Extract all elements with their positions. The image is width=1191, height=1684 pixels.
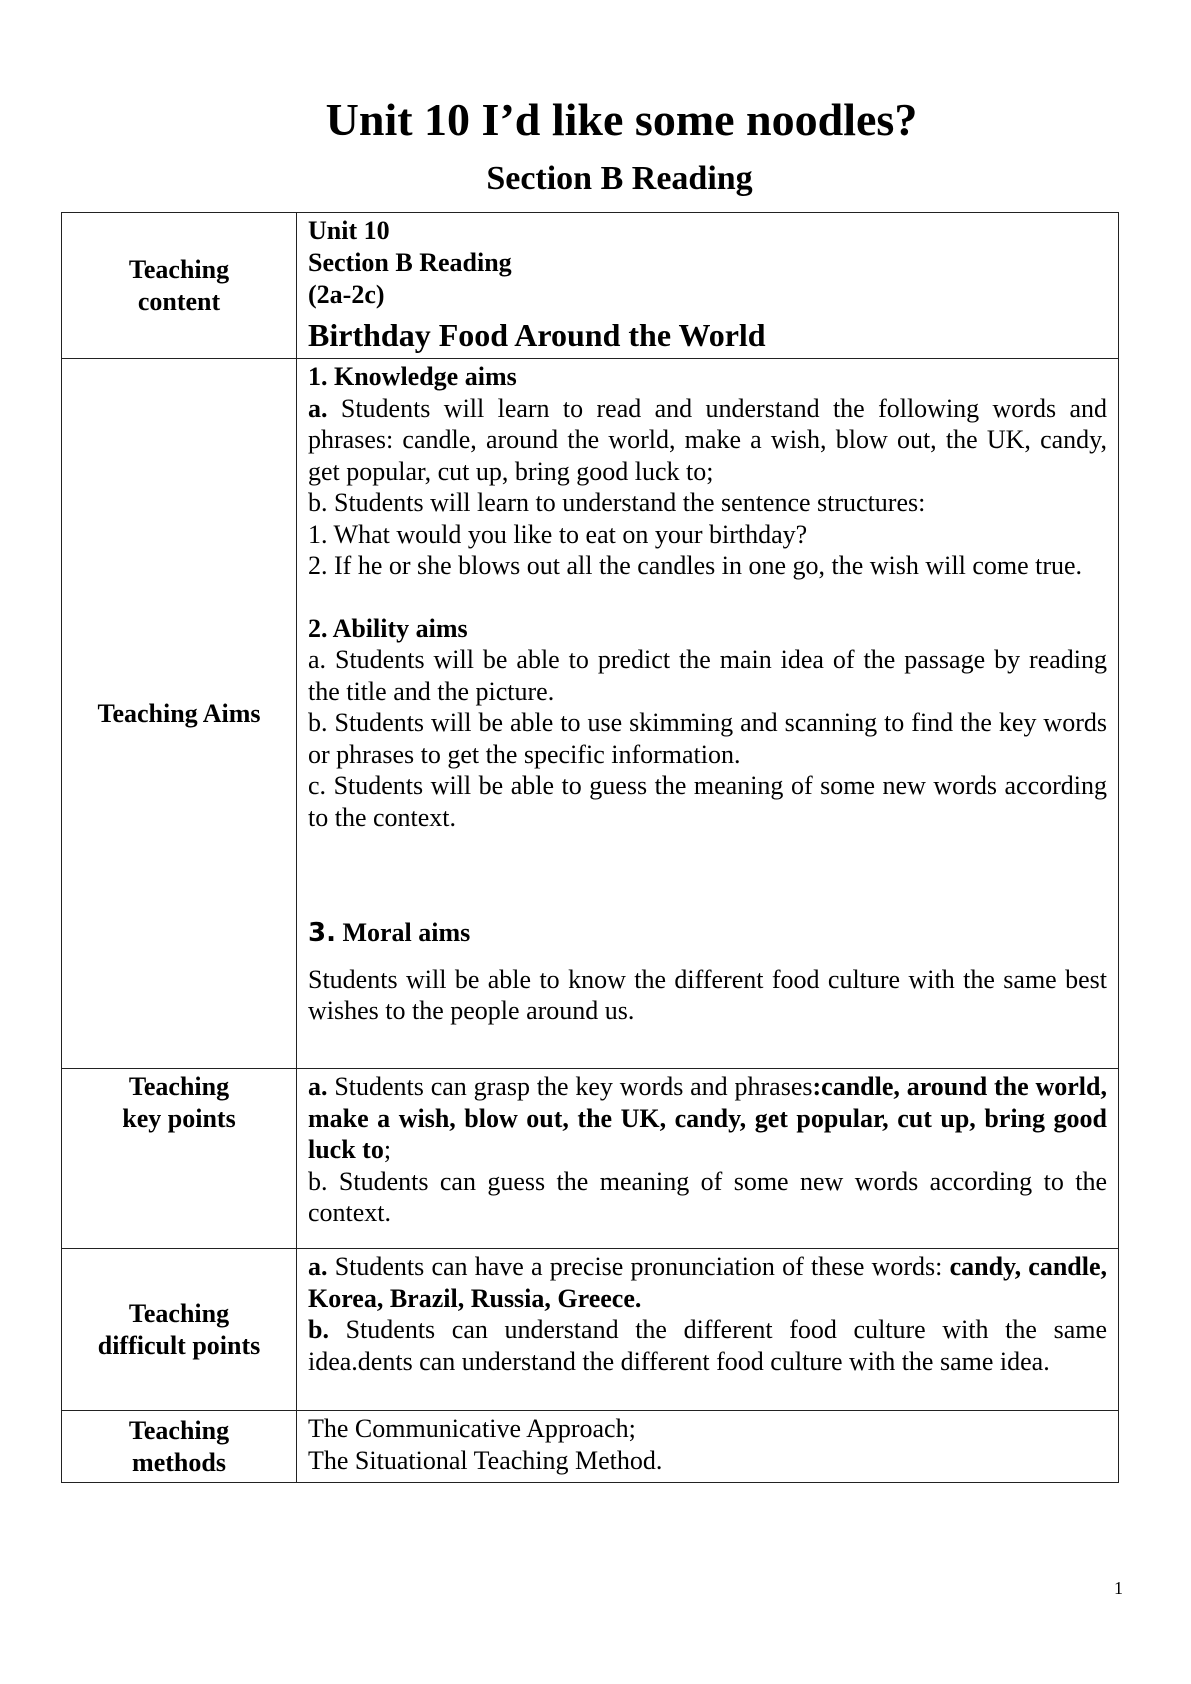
- spacer: [308, 833, 1107, 917]
- spacer: [308, 950, 1107, 964]
- label-key-points: [62, 1069, 297, 1249]
- difficult-point-a-text: Students can have a precise pronunciation of these words:: [327, 1252, 950, 1281]
- key-point-a-text: Students can grasp the key words and phrases: [327, 1072, 813, 1101]
- knowledge-aim-b: b. Students will learn to understand the sentence structures:: [308, 488, 926, 517]
- key-point-a-prefix: a.: [308, 1072, 328, 1101]
- key-point-a-words: :candle, around the world, make a wish, blow out, the UK, candy, get popular, cut up, bring good luck to: [308, 1072, 1107, 1164]
- difficult-point-b-text: Students can understand the different food culture with the same idea.dents can understand the different food culture with the same idea.: [308, 1315, 1107, 1376]
- label-teaching-aims: Teaching Aims: [62, 359, 297, 1069]
- content-range: (2a-2c): [308, 280, 385, 309]
- moral-aims-heading: [308, 917, 1107, 950]
- difficult-point-a-words: candy, candle, Korea, Brazil, Russia, Greece.: [308, 1252, 1108, 1313]
- difficult-point-b: [308, 1314, 1107, 1377]
- knowledge-aims-heading: 1. Knowledge aims: [308, 362, 517, 391]
- moral-aim-text: Students will be able to know the different food culture with the same best wishes to the people around us.: [308, 964, 1107, 1025]
- label-line: Teaching: [128, 1072, 230, 1101]
- label-methods: [62, 1411, 297, 1483]
- key-point-a: [308, 1071, 1107, 1166]
- key-point-b: b. Students can guess the meaning of some new words according to the context.: [308, 1166, 1107, 1227]
- row-methods: [62, 1411, 1119, 1483]
- sentence-structure-1: 1. What would you like to eat on your birthday?: [308, 519, 808, 549]
- difficult-point-b-prefix: b.: [308, 1315, 329, 1344]
- knowledge-aim-a-text: Students will learn to read and understand the following words and phrases: candle, around the world, make a wish, blow out, the UK, candy, get popular, cut up, bring good luck to;: [308, 393, 1107, 486]
- cell-difficult-points: [297, 1249, 1119, 1411]
- label-difficult-points: [62, 1249, 297, 1411]
- content-unit: Unit 10: [308, 216, 390, 245]
- ability-aims-heading: 2. Ability aims: [308, 613, 468, 643]
- label-line: methods: [132, 1447, 226, 1477]
- moral-aims-number: 3.: [308, 918, 336, 948]
- label-teaching-content: [62, 213, 297, 359]
- row-teaching-content: [62, 213, 1119, 359]
- label-line: Teaching: [128, 1299, 230, 1328]
- lesson-plan-table: [61, 212, 1119, 1483]
- label-line: key points: [122, 1103, 236, 1133]
- label-line: difficult points: [97, 1330, 261, 1360]
- row-key-points: [62, 1069, 1119, 1249]
- content-section: Section B Reading: [308, 248, 512, 277]
- content-topic: Birthday Food Around the World: [308, 317, 766, 353]
- moral-aims-title: Moral aims: [335, 918, 471, 947]
- difficult-point-a-prefix: a.: [308, 1252, 328, 1281]
- cell-teaching-aims: [297, 359, 1119, 1069]
- cell-teaching-content: [297, 213, 1119, 359]
- key-point-a-end: ;: [383, 1135, 392, 1164]
- ability-aim-a: a. Students will be able to predict the main idea of the passage by reading the title and the picture.: [308, 645, 1107, 706]
- spacer: [308, 582, 1107, 613]
- cell-methods: [297, 1411, 1119, 1483]
- document-subtitle: Section B Reading: [486, 160, 753, 197]
- row-difficult-points: [62, 1249, 1119, 1411]
- row-teaching-aims: [62, 359, 1119, 1069]
- cell-key-points: [297, 1069, 1119, 1249]
- document-title: Unit 10 I’d like some noodles?: [325, 94, 918, 145]
- label-line: Teaching: [128, 1416, 230, 1445]
- sentence-structure-2: 2. If he or she blows out all the candles in one go, the wish will come true.: [308, 551, 1083, 580]
- label-text: Teaching content: [128, 255, 230, 316]
- page-number: 1: [1114, 1578, 1123, 1598]
- ability-aim-b: b. Students will be able to use skimming and scanning to find the key words or phrases to get the specific information.: [308, 708, 1107, 769]
- knowledge-aim-a: [308, 393, 1107, 488]
- method-1: The Communicative Approach;: [308, 1414, 636, 1443]
- knowledge-aim-a-prefix: a.: [308, 393, 328, 423]
- method-2: The Situational Teaching Method.: [308, 1445, 663, 1475]
- ability-aim-c: c. Students will be able to guess the meaning of some new words according to the context.: [308, 771, 1107, 832]
- difficult-point-a: [308, 1251, 1107, 1314]
